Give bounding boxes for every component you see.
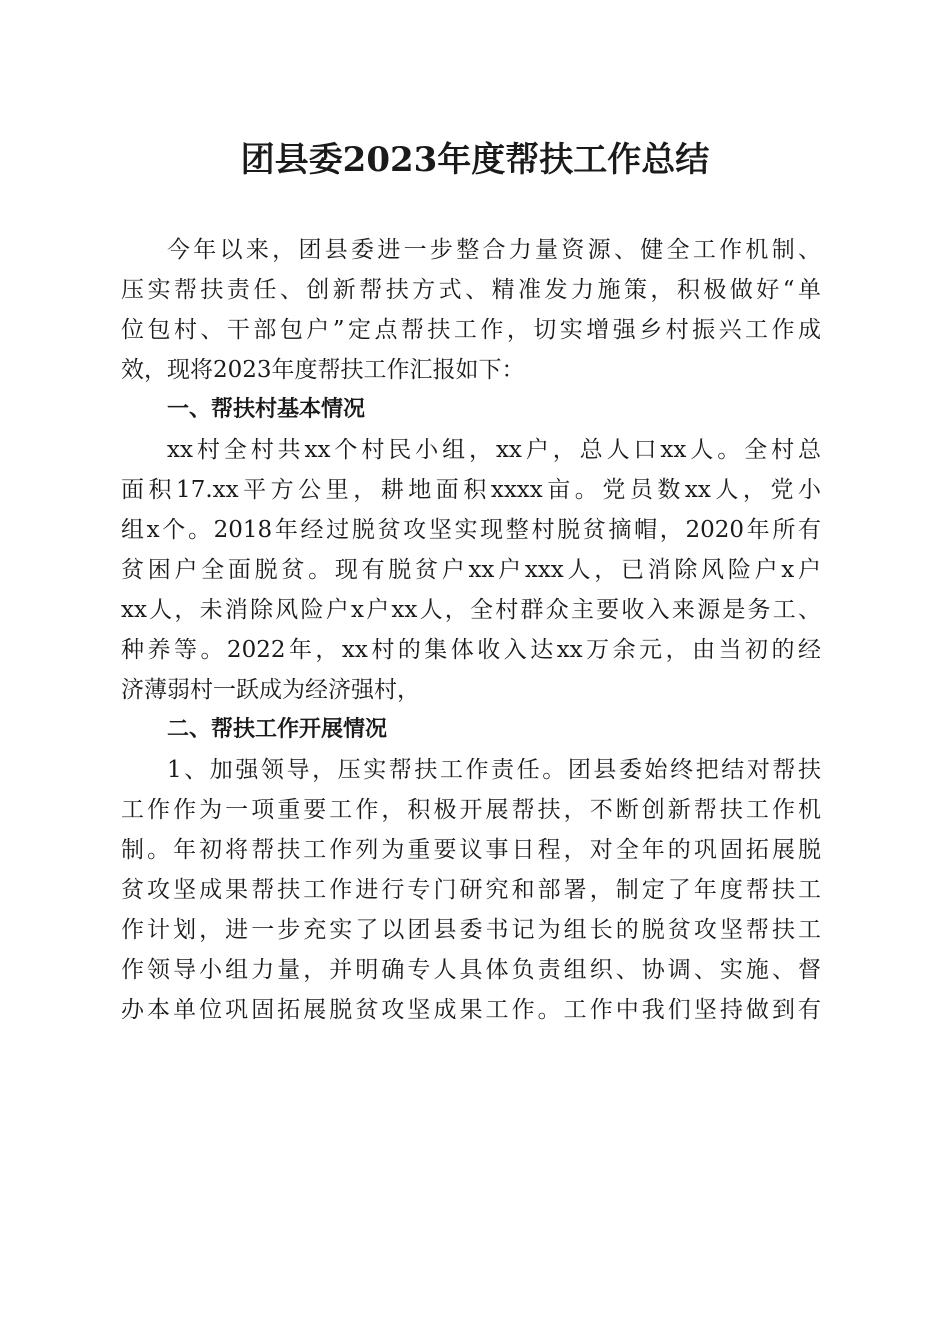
section-heading-2: 二、帮扶工作开展情况 — [167, 717, 388, 742]
paragraph-line: 组x个。2018年经过脱贫攻坚实现整村脱贫摘帽，2020年所有 — [121, 517, 821, 543]
paragraph-line: xx村全村共xx个村民小组，xx户，总人口xx人。全村总 — [167, 437, 821, 463]
document-title: 团县委2023年度帮扶工作总结 — [240, 140, 710, 180]
paragraph-line: 作计划，进一步充实了以团县委书记为组长的脱贫攻坚帮扶工 — [121, 917, 821, 943]
paragraph-line: 工作作为一项重要工作，积极开展帮扶，不断创新帮扶工作机 — [121, 797, 821, 823]
intro-paragraph — [121, 230, 821, 390]
paragraph-line: 制。年初将帮扶工作列为重要议事日程，对全年的巩固拓展脱 — [121, 837, 821, 863]
paragraph-line: 贫困户全面脱贫。现有脱贫户xx户xxx人，已消除风险户x户 — [121, 557, 821, 583]
paragraph-line: 1、加强领导，压实帮扶工作责任。团县委始终把结对帮扶 — [167, 757, 821, 783]
section-heading-1: 一、帮扶村基本情况 — [167, 397, 366, 422]
paragraph-line: 作领导小组力量，并明确专人具体负责组织、协调、实施、督 — [121, 957, 821, 983]
paragraph-line: 压实帮扶责任、创新帮扶方式、精准发力施策，积极做好“单 — [121, 277, 821, 303]
paragraph-line: 面积17.xx平方公里，耕地面积xxxx亩。党员数xx人，党小 — [121, 477, 821, 503]
paragraph-line: 效，现将2023年度帮扶工作汇报如下： — [121, 357, 525, 383]
paragraph-line: 办本单位巩固拓展脱贫攻坚成果工作。工作中我们坚持做到有 — [121, 997, 821, 1023]
paragraph-line: 种养等。2022年，xx村的集体收入达xx万余元，由当初的经 — [121, 637, 821, 663]
paragraph-line: xx人，未消除风险户x户xx人，全村群众主要收入来源是务工、 — [121, 597, 821, 623]
document-body — [121, 230, 821, 1030]
paragraph-line: 济薄弱村一跃成为经济强村， — [121, 677, 420, 703]
paragraph-line: 位包村、干部包户”定点帮扶工作，切实增强乡村振兴工作成 — [121, 317, 821, 343]
section1-paragraph — [121, 430, 821, 710]
paragraph-line: 今年以来，团县委进一步整合力量资源、健全工作机制、 — [167, 237, 821, 263]
section2-paragraph — [121, 750, 821, 1030]
paragraph-line: 贫攻坚成果帮扶工作进行专门研究和部署，制定了年度帮扶工 — [121, 877, 821, 903]
